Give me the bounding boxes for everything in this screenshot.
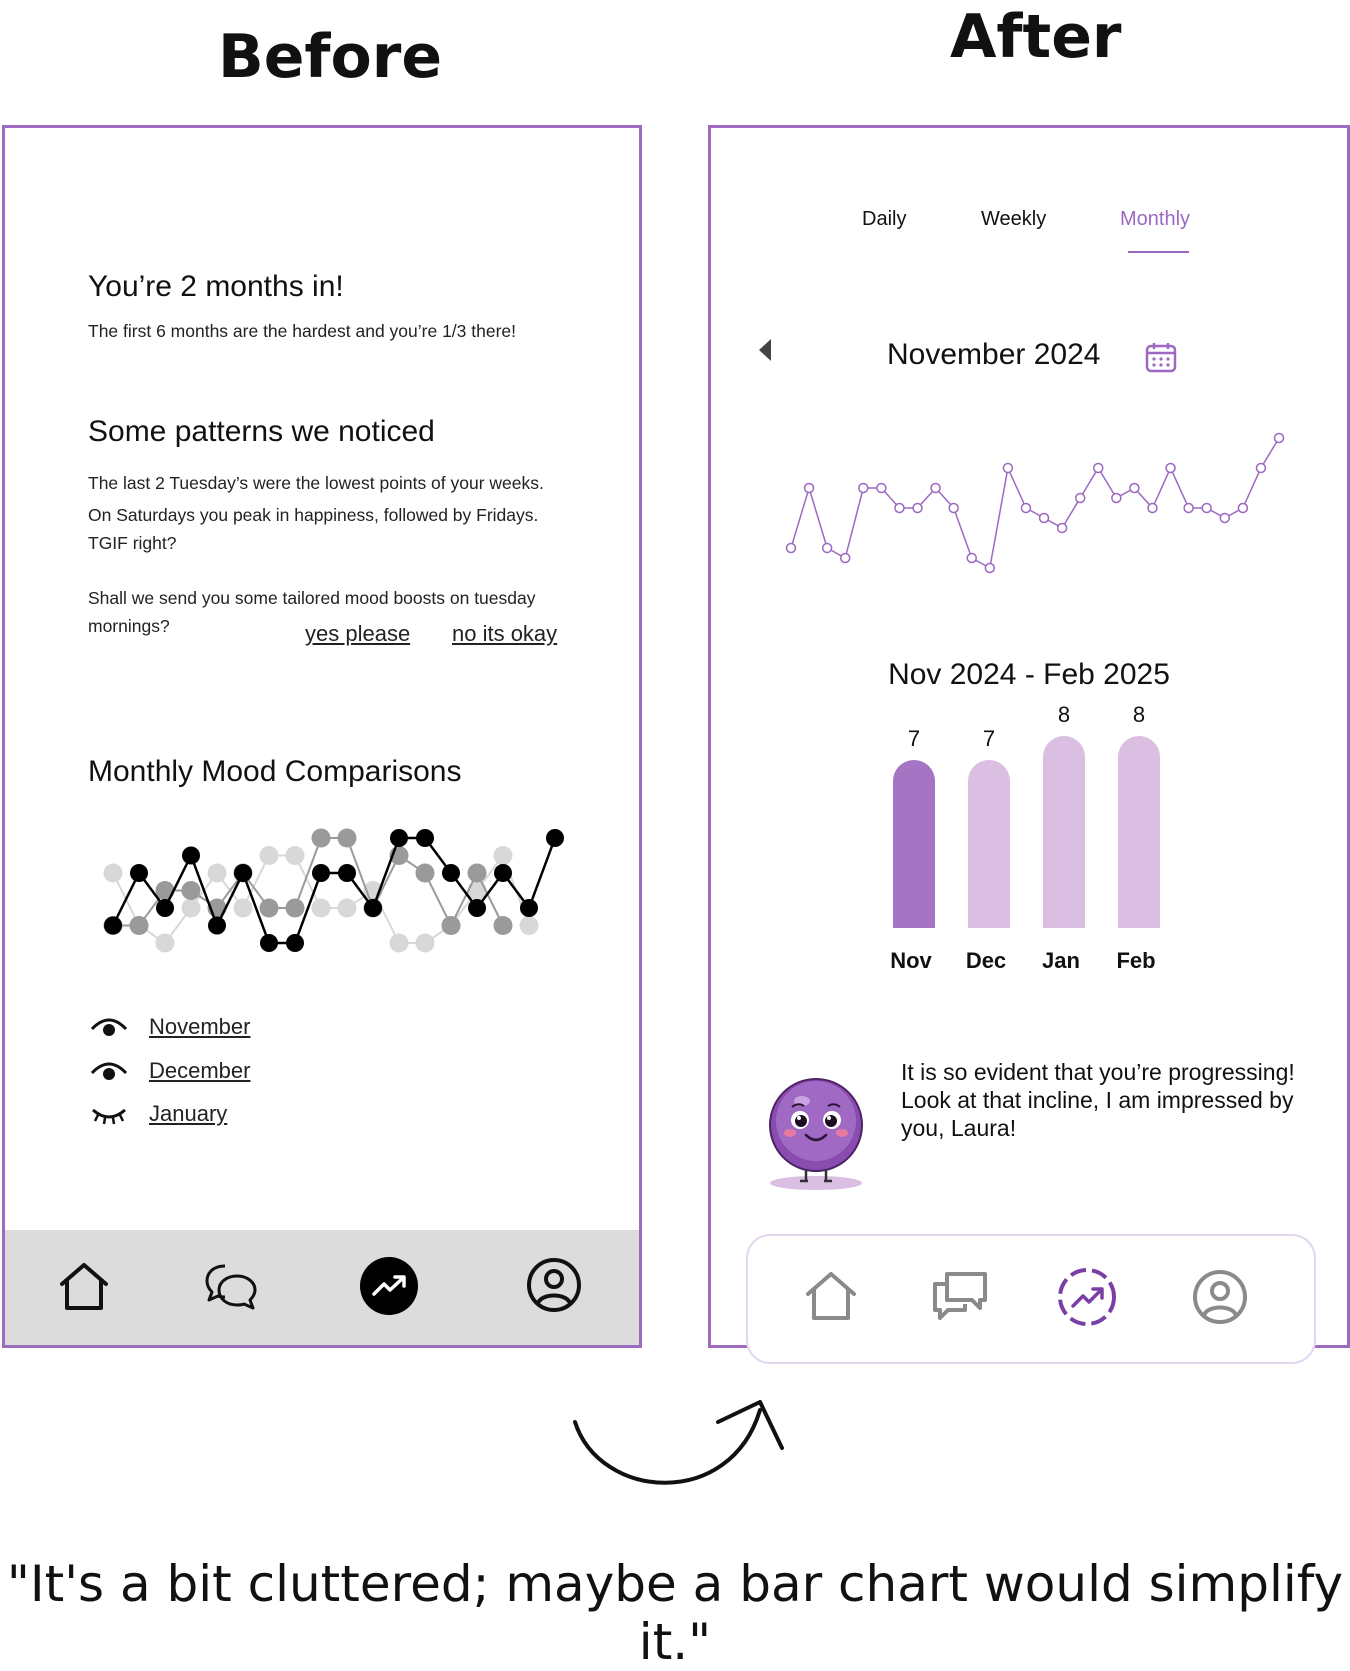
data-point [520, 916, 539, 935]
data-point [494, 864, 512, 882]
data-point [416, 934, 435, 953]
bar-feb [1118, 736, 1160, 928]
tab-indicator [1128, 251, 1189, 253]
bar-value-label: 8 [1132, 702, 1146, 727]
mood-comparison-chart [5, 818, 639, 968]
bar-value-label: 7 [907, 726, 921, 751]
data-point [260, 934, 278, 952]
mascot-speech: It is so evident that you’re progressing! Look at that incline, I am impressed by you, Laura! [901, 1059, 1295, 1141]
tab-weekly[interactable]: Weekly [981, 208, 1047, 230]
data-point [286, 899, 305, 918]
monthly-mood-line-chart [711, 428, 1347, 598]
data-point [104, 917, 122, 935]
data-point [468, 899, 486, 917]
data-point [338, 829, 357, 848]
data-point [312, 829, 331, 848]
legend-item-december[interactable] [89, 1054, 250, 1088]
data-point [877, 484, 886, 493]
feedback-quote: "It's a bit cluttered; maybe a bar chart would simplify it." [6, 1555, 1344, 1671]
chat-icon[interactable] [203, 1260, 259, 1314]
no-thanks-link[interactable]: no its okay [452, 621, 558, 646]
bar-value-label: 8 [1057, 702, 1071, 727]
eye-closed-icon[interactable] [89, 1100, 129, 1128]
eye-open-icon[interactable] [89, 1013, 129, 1041]
bar-category-label: Jan [1042, 948, 1080, 973]
data-point [1040, 514, 1049, 523]
data-point [1275, 434, 1284, 443]
bottom-nav [746, 1234, 1316, 1364]
data-point [985, 564, 994, 573]
data-point [1166, 464, 1175, 473]
data-point [156, 899, 174, 917]
data-point [805, 484, 814, 493]
eye-open-icon[interactable] [89, 1057, 129, 1085]
tab-daily[interactable]: Daily [862, 208, 907, 230]
data-point [234, 864, 252, 882]
page-title: You’re 2 months in! [88, 270, 344, 303]
data-point [208, 917, 226, 935]
legend-label[interactable]: November [149, 1014, 251, 1039]
bar-jan [1043, 736, 1085, 928]
data-point [312, 864, 330, 882]
page-subtitle: The first 6 months are the hardest and you’re 1/3 there! [88, 321, 517, 341]
data-point [1202, 504, 1211, 513]
data-point [208, 864, 227, 883]
data-point [130, 916, 149, 935]
data-point [1130, 484, 1139, 493]
pattern-line: The last 2 Tuesday’s were the lowest points of your weeks. [88, 473, 544, 493]
data-point [494, 916, 513, 935]
data-point [130, 864, 148, 882]
profile-icon[interactable] [1191, 1268, 1249, 1326]
data-point [859, 484, 868, 493]
data-point [895, 504, 904, 513]
range-title: Nov 2024 - Feb 2025 [888, 658, 1170, 691]
home-icon[interactable] [803, 1268, 859, 1324]
chat-icon[interactable] [931, 1270, 989, 1322]
data-point [546, 829, 564, 847]
data-point [1256, 464, 1265, 473]
trending-icon[interactable] [359, 1256, 419, 1316]
data-point [468, 864, 487, 883]
data-point [442, 864, 460, 882]
bar-category-label: Dec [965, 948, 1007, 973]
data-point [182, 881, 201, 900]
data-point [967, 554, 976, 563]
data-point [286, 934, 304, 952]
data-point [841, 554, 850, 563]
data-point [1021, 504, 1030, 513]
prompt-line: Shall we send you some tailored mood boosts on tuesday [88, 588, 536, 608]
data-point [104, 864, 123, 883]
tab-monthly[interactable]: Monthly [1120, 208, 1191, 230]
data-point [416, 864, 435, 883]
pattern-line: On Saturdays you peak in happiness, followed by Fridays. [88, 505, 539, 525]
profile-icon[interactable] [525, 1256, 583, 1314]
data-point [286, 846, 305, 865]
data-point [260, 899, 279, 918]
data-point [260, 846, 279, 865]
data-point [931, 484, 940, 493]
prompt-line: mornings? [88, 616, 170, 636]
legend-label[interactable]: December [149, 1058, 251, 1083]
patterns-title: Some patterns we noticed [88, 415, 435, 448]
data-point [416, 829, 434, 847]
home-icon[interactable] [57, 1260, 111, 1314]
data-point [1094, 464, 1103, 473]
data-point [364, 899, 382, 917]
calendar-icon[interactable] [1145, 341, 1177, 373]
yes-please-link[interactable]: yes please [305, 621, 411, 646]
data-point [338, 864, 356, 882]
data-point [338, 899, 357, 918]
bar-nov [893, 760, 935, 928]
data-point [390, 829, 408, 847]
data-point [1148, 504, 1157, 513]
bottom-nav [5, 1230, 639, 1345]
bar-category-label: Feb [1116, 948, 1156, 973]
data-point [234, 899, 253, 918]
month-title: November 2024 [887, 338, 1101, 371]
data-point [1058, 524, 1067, 533]
data-point [1112, 494, 1121, 503]
bar-category-label: Nov [890, 948, 932, 973]
data-point [494, 846, 513, 865]
data-point [442, 916, 461, 935]
data-point [1220, 514, 1229, 523]
data-point [949, 504, 958, 513]
legend-label[interactable]: January [149, 1101, 228, 1126]
data-point [520, 899, 538, 917]
data-point [823, 544, 832, 553]
data-point [312, 899, 331, 918]
before-screen [2, 125, 642, 1348]
after-heading: After [950, 2, 1122, 72]
data-point [1003, 464, 1012, 473]
data-point [390, 934, 409, 953]
data-point [913, 504, 922, 513]
data-point [182, 847, 200, 865]
data-point [182, 899, 201, 918]
data-point [1076, 494, 1085, 503]
monthly-bar-chart [711, 698, 1347, 978]
previous-month-arrow[interactable] [759, 339, 771, 361]
after-screen [708, 125, 1350, 1348]
legend-item-november[interactable] [89, 1010, 250, 1044]
comparison-title: Monthly Mood Comparisons [88, 755, 462, 788]
bar-value-label: 7 [982, 726, 996, 751]
data-point [1184, 504, 1193, 513]
trending-icon[interactable] [1056, 1266, 1118, 1328]
pattern-line: TGIF right? [88, 533, 177, 553]
transition-arrow-icon [560, 1390, 800, 1510]
data-point [156, 934, 175, 953]
data-point [787, 544, 796, 553]
data-point [1238, 504, 1247, 513]
before-heading: Before [218, 22, 443, 92]
legend-item-january[interactable] [89, 1097, 227, 1131]
bar-dec [968, 760, 1010, 928]
mascot-icon [766, 1073, 866, 1193]
